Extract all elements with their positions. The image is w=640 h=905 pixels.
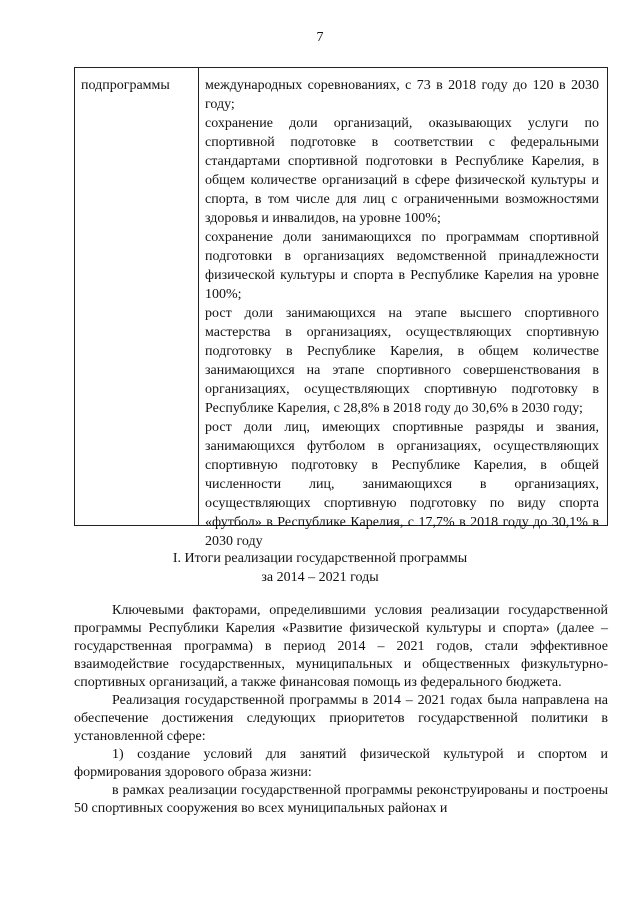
section-heading	[0, 549, 640, 587]
indicators-table	[74, 67, 608, 549]
table-paragraph: международных соревнованиях, с 73 в 2018 году до 120 в 2030 году;	[205, 78, 599, 112]
table-paragraph: рост доли лиц, имеющих спортивные разряды и звания, занимающихся футболом в организациях, осуществляющих спортивную подготовку в Республике Карелия, в общей численности лиц, занимающихся в организациях, осуществляющих спортивную подготовку по виду спорта «футбол» в Республике Карелия, с 17,7% в 2018 году до 30,1% в 2030 году	[205, 420, 599, 549]
section-heading-line: за 2014 – 2021 годы	[261, 570, 379, 585]
body-paragraph: 1) создание условий для занятий физической культурой и спортом и формирования здорового образа жизни:	[74, 747, 608, 780]
page-number: 7	[316, 30, 324, 45]
body-paragraph: Ключевыми факторами, определившими условия реализации государственной программы Республики Карелия «Развитие физической культуры и спорта» (далее – государственная программа) в период 2014 – 2021 годов, стали эффективное взаимодействие государственных, муниципальных и общественных физкультурно-спортивных организаций, а также финансовая помощь из федерального бюджета.	[74, 603, 608, 690]
table-content-cell	[205, 76, 599, 551]
table-label-cell: подпрограммы	[81, 78, 170, 93]
body-text	[74, 602, 608, 818]
table-paragraph: сохранение доли организаций, оказывающих услуги по спортивной подготовке в соответствии с федеральными стандартами спортивной подготовки в Республике Карелия, в общем количестве организаций в сфере физической культуры и спорта, в том числе для лиц с ограниченными возможностями здоровья и инвалидов, на уровне 100%;	[205, 116, 599, 226]
table-column-divider	[198, 68, 199, 525]
table-paragraph: рост доли занимающихся на этапе высшего спортивного мастерства в организациях, осуществляющих спортивную подготовку в Республике Карелия, в общем количестве занимающихся на этапе спортивного совершенствования в организациях, осуществляющих спортивную подготовку в Республике Карелия, с 28,8% в 2018 году до 30,6% в 2030 году;	[205, 306, 599, 416]
table-paragraph: сохранение доли занимающихся по программам спортивной подготовки в организациях ведомственной принадлежности физической культуры и спорта в Республике Карелия на уровне 100%;	[205, 230, 599, 302]
body-paragraph: Реализация государственной программы в 2014 – 2021 годах была направлена на обеспечение достижения следующих приоритетов государственной политики в установленной сфере:	[74, 693, 608, 744]
section-heading-line: I. Итоги реализации государственной программы	[172, 551, 468, 566]
body-paragraph: в рамках реализации государственной программы реконструированы и построены 50 спортивных сооружения во всех муниципальных районах и	[74, 783, 608, 816]
